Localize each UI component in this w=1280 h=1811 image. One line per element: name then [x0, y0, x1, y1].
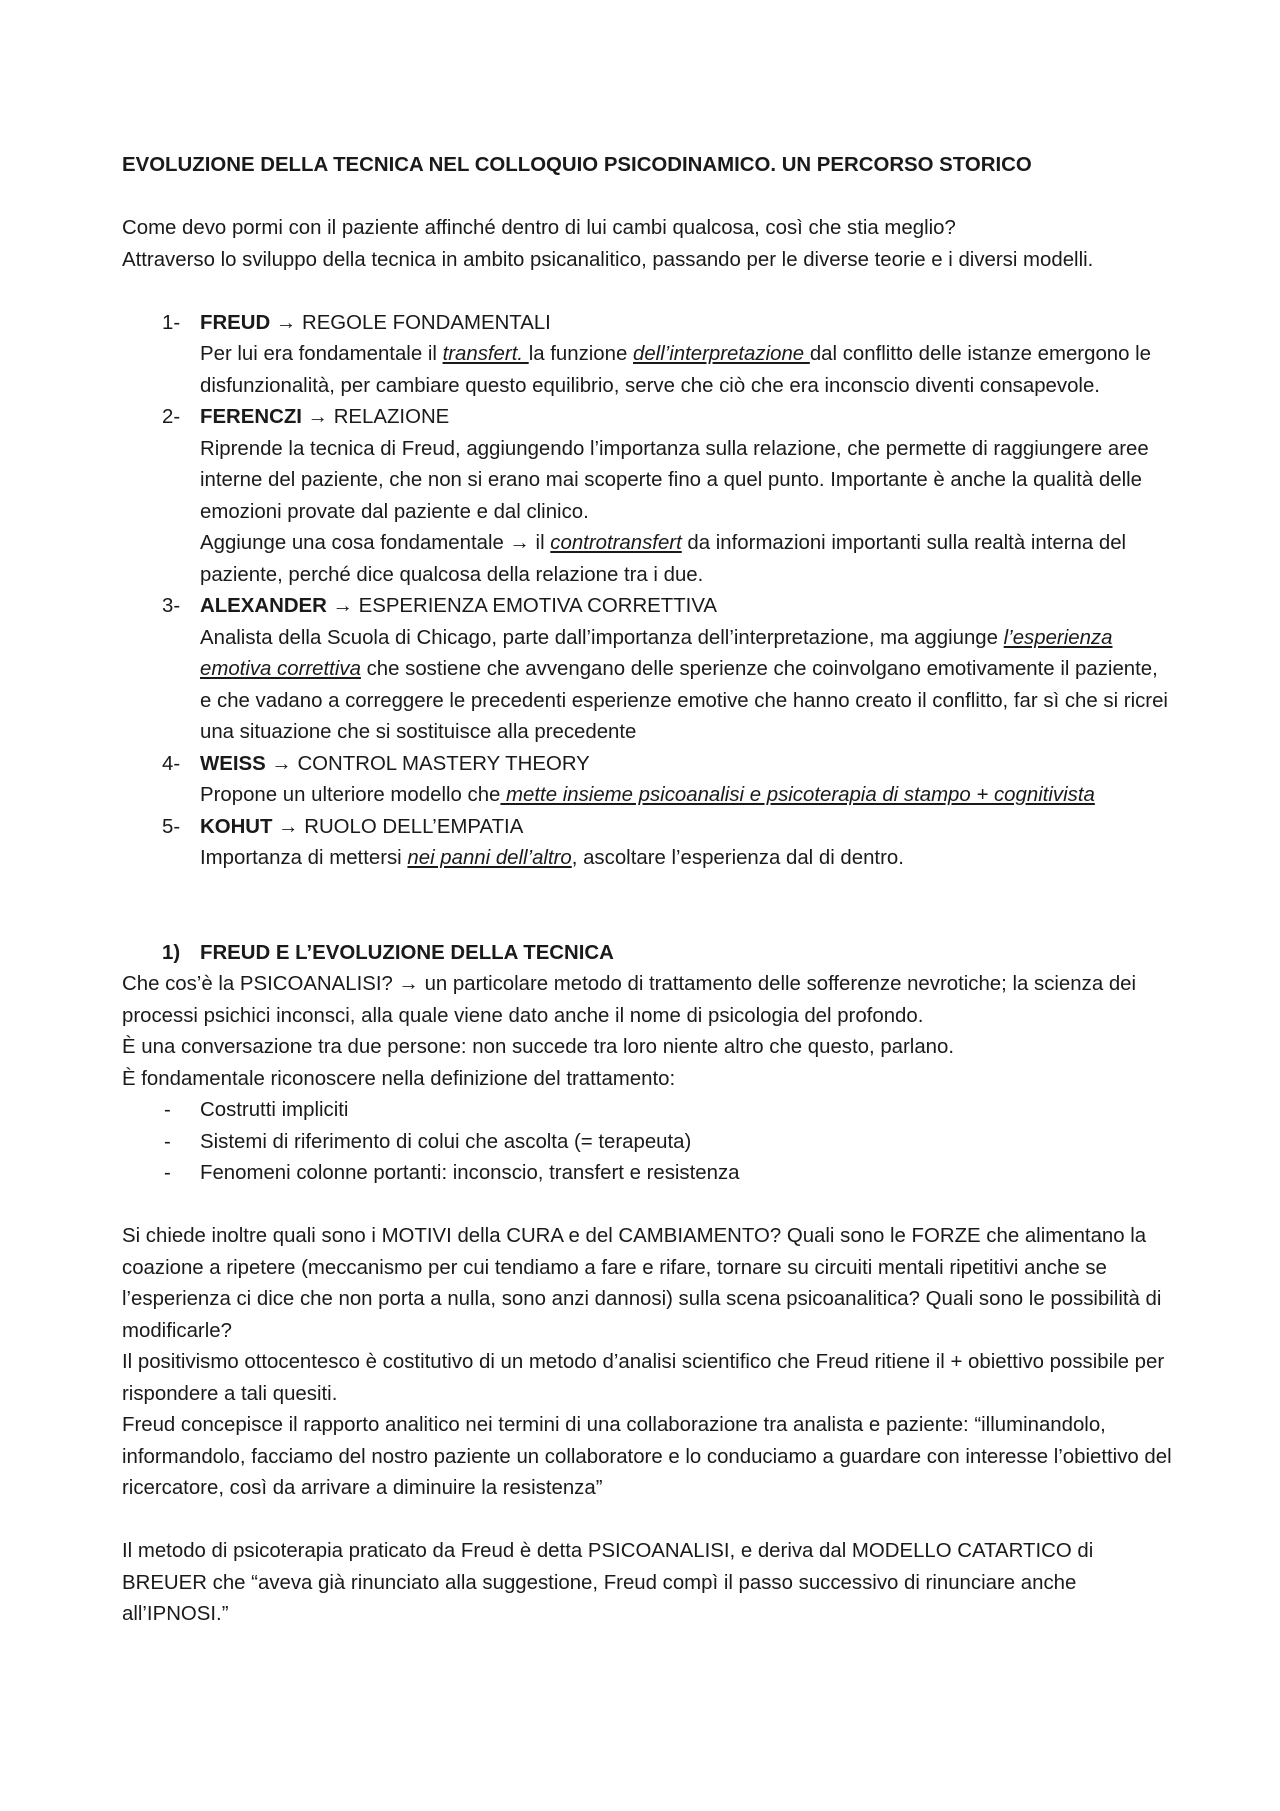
treatment-paragraph: È fondamentale riconoscere nella definizione del trattamento:	[122, 1067, 676, 1090]
arrow-right-icon: →	[275, 311, 297, 334]
item-heading: WEISS → CONTROL MASTERY THEORY	[200, 752, 590, 775]
item-heading: ALEXANDER → ESPERIENZA EMOTIVA CORRETTIVA	[200, 595, 718, 617]
bullet-item: - Costrutti impliciti	[164, 1099, 349, 1121]
document-page	[122, 150, 1172, 1631]
intro-text: Attraverso lo sviluppo della tecnica in ambito psicanalitico, passando per le diverse teorie e i diversi modelli.	[122, 248, 1094, 271]
arrow-right-icon: →	[278, 815, 299, 838]
item-heading: FERENCZI → RELAZIONE	[200, 406, 450, 428]
definition-paragraph: Che cos’è la PSICOANALISI? → un particolare metodo di trattamento delle sofferenze nevrotiche; la scienza dei processi psichici inconsci, alla quale viene dato anche il nome di psicologia del profondo.	[122, 973, 1137, 1027]
item-heading: KOHUT → RUOLO DELL’EMPATIA	[200, 815, 524, 838]
list-number: 3-	[162, 595, 181, 617]
list-number: 4-	[162, 752, 181, 775]
item-body: Aggiunge una cosa fondamentale → il controtransfert da informazioni importanti sulla realtà interna del paziente, perché dice qualcosa della relazione tra i due.	[200, 532, 1127, 586]
list-item-alexander	[122, 591, 1172, 749]
arrow-right-icon: →	[307, 406, 329, 428]
list-number: 2-	[162, 406, 181, 428]
item-body: Propone un ulteriore modello che mette insieme psicoanalisi e psicoterapia di stampo + cognitivista	[200, 784, 1095, 806]
item-body: Analista della Scuola di Chicago, parte dall’importanza dell’interpretazione, ma aggiunge l’esperienza emotiva correttiva che sostiene che avvengano delle sperienze che coinvolgano emotivamente il paziente, e che vadano a correggere le precedenti esperienze emotive che hanno creato il conflitto, far sì che si ricrei una situazione che si sostituisce alla precedente	[200, 626, 1168, 743]
list-item-ferenczi	[122, 402, 1172, 591]
motives-paragraph: Si chiede inoltre quali sono i MOTIVI della CURA e del CAMBIAMENTO? Quali sono le FORZE che alimentano la coazione a ripetere (meccanismo per cui tendiamo a fare e rifare, tornare su circuiti mentali ripetitivi anche se l’esperienza ci dice che non porta a nulla, sono anzi dannosi) sulla scena psicoanalitica? Quali sono le possibilità di modificarle?	[122, 1225, 1162, 1342]
approaches-list	[122, 308, 1172, 875]
arrow-right-icon: →	[509, 532, 530, 554]
bullet-item: - Sistemi di riferimento di colui che ascolta (= terapeuta)	[164, 1130, 692, 1153]
arrow-right-icon: →	[271, 752, 292, 775]
item-body: Per lui era fondamentale il transfert. la funzione dell’interpretazione dal conflitto delle istanze emergono le disfunzionalità, per cambiare questo equilibrio, serve che ciò che era inconscio diventi consapevole.	[200, 343, 1151, 397]
conversation-paragraph: È una conversazione tra due persone: non succede tra loro niente altro che questo, parlano.	[122, 1036, 955, 1058]
intro-question: Come devo pormi con il paziente affinché dentro di lui cambi qualcosa, così che stia meglio?	[122, 217, 956, 239]
item-body: Riprende la tecnica di Freud, aggiungendo l’importanza sulla relazione, che permette di raggiungere aree interne del paziente, che non si erano mai scoperte fino a quel punto. Importante è anche la qualità delle emozioni provate dal paziente e dal clinico.	[200, 437, 1149, 523]
list-number: 1-	[162, 311, 181, 334]
item-heading: FREUD → REGOLE FONDAMENTALI	[200, 311, 551, 334]
list-number: 5-	[162, 815, 181, 838]
arrow-right-icon: →	[398, 973, 419, 995]
arrow-right-icon: →	[332, 595, 353, 617]
method-paragraph: Il metodo di psicoterapia praticato da Freud è detta PSICOANALISI, e deriva dal MODELLO CATARTICO di BREUER che “aveva già rinunciato alla suggestione, Freud compì il passo successivo di rinunciare anche all’IPNOSI.”	[122, 1540, 1094, 1625]
treatment-bullet-list	[122, 1095, 1172, 1190]
section-heading: 1) FREUD E L’EVOLUZIONE DELLA TECNICA	[122, 938, 1172, 970]
item-body: Importanza di mettersi nei panni dell’altro, ascoltare l’esperienza dal di dentro.	[200, 847, 904, 869]
list-item-kohut	[122, 812, 1172, 875]
section-number: 1)	[162, 941, 181, 964]
list-item-freud	[122, 308, 1172, 403]
bullet-item: - Fenomeni colonne portanti: inconscio, transfert e resistenza	[164, 1162, 740, 1184]
collaboration-paragraph: Freud concepisce il rapporto analitico nei termini di una collaborazione tra analista e paziente: “illuminandolo, informandolo, facciamo del nostro paziente un collaboratore e lo conduciamo a guardare con interesse l’obiettivo del ricercatore, così da arrivare a diminuire la resistenza”	[122, 1414, 1172, 1499]
list-item-weiss	[122, 749, 1172, 812]
document-title: EVOLUZIONE DELLA TECNICA NEL COLLOQUIO PSICODINAMICO. UN PERCORSO STORICO	[122, 154, 1032, 176]
positivism-paragraph: Il positivismo ottocentesco è costitutivo di un metodo d’analisi scientifico che Freud ritiene il + obiettivo possibile per rispondere a tali quesiti.	[122, 1351, 1165, 1405]
